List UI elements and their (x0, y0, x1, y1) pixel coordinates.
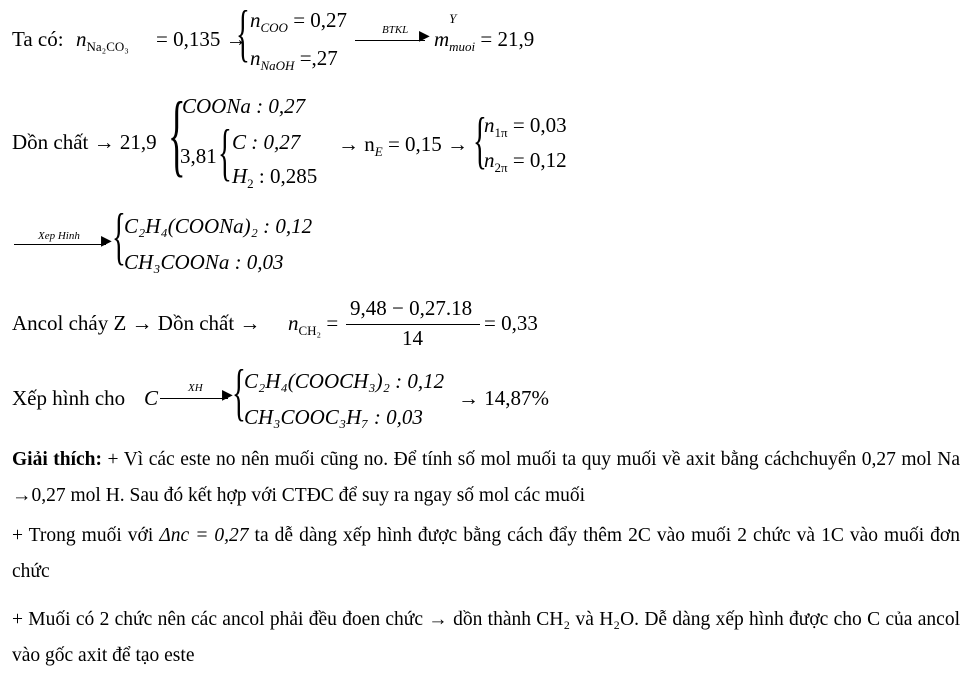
brace-icon: { (232, 356, 246, 427)
line2-ne: → $n_E = 0,15$ → (338, 132, 469, 159)
brace-icon: { (218, 116, 232, 187)
line1-eq: = 0,135 → (156, 27, 247, 51)
arrow-head-icon: ▶ (222, 388, 233, 403)
line5-row2: CH₃COOC₃H₇ : 0,03 (244, 405, 423, 429)
explanation-p3: + Muối có 2 chức nên các ancol phải đều đoen chức → dồn thành CH₂ và H₂O. Dễ dàng xếp hình được cho C của ancol vào gốc axit để tạo este (12, 609, 960, 666)
xep-hinh-label: Xep Hinh (38, 230, 80, 242)
arrow-line (355, 40, 425, 41)
line2-pi2: $n_{2\pi} = 0,12$ (484, 148, 567, 175)
brace-icon: { (112, 200, 126, 271)
line4-denominator: 14 (402, 326, 423, 350)
btkl-label: BTKL (382, 24, 409, 36)
xh-label: XH (188, 382, 203, 394)
line4-prefix: Ancol cháy Z → Dồn chất → (12, 311, 261, 335)
line1-prefix: Ta có: (12, 27, 64, 51)
line2-inner1: C : 0,27 (232, 130, 301, 154)
line1-result: m Y $_{muoi}$ = 21,9 (434, 11, 535, 54)
fraction-bar (346, 324, 480, 325)
line2-mid: 3,81 (180, 144, 217, 168)
line1-top: $n_{COO} = 0,27$ (250, 8, 348, 35)
arrow-head-icon: ▶ (101, 234, 112, 249)
explanation-p2: + Trong muối với Δnc = 0,27 ta dễ dàng xếp hình được bằng cách đẩy thêm 2C vào muối 2 chức và 1C vào muối đơn chức (12, 525, 960, 582)
line5-result: → 14,87% (458, 386, 549, 410)
arrow-head-icon: ▶ (419, 29, 430, 44)
brace-icon: { (168, 83, 186, 185)
line2-pi1: $n_{1\pi} = 0,03$ (484, 113, 567, 140)
brace-icon: { (236, 0, 250, 68)
line1-bottom: $n_{NaOH} =,27$ (250, 46, 338, 73)
explanation-p1: Giải thích: + Vì các este no nên muối cũng no. Để tính số mol muối ta quy muối về axit bằng cáchchuyển 0,27 mol Na →0,27 mol H. Sau đó kết hợp với CTĐC để suy ra ngay số mol các muối (12, 449, 960, 506)
line4-n: $n_{CH_2}$ = (288, 311, 339, 338)
line4-result: = 0,33 (484, 311, 538, 335)
line5-prefix: Xếp hình cho (12, 386, 126, 410)
line5-row1: C₂H₄(COOCH₃)₂ : 0,12 (244, 369, 445, 393)
line5-c: C (144, 386, 159, 410)
line2-prefix: Dồn chất → 21,9 (12, 130, 157, 154)
line3-row1: C₂H₄(COONa)₂ : 0,12 (124, 214, 313, 238)
line4-numerator: 9,48 − 0,27.18 (350, 296, 473, 320)
line2-row1: COONa : 0,27 (182, 94, 306, 118)
line1-n: $n_{Na_2CO_3}$ (76, 27, 129, 54)
brace-icon: { (473, 104, 487, 175)
arrow-line (160, 398, 228, 399)
line2-inner2: $H_2$ : 0,285 (232, 164, 318, 191)
arrow-line (14, 244, 106, 245)
explanation-title: Giải thích: (12, 449, 103, 470)
line3-row2: CH₃COONa : 0,03 (124, 250, 284, 274)
